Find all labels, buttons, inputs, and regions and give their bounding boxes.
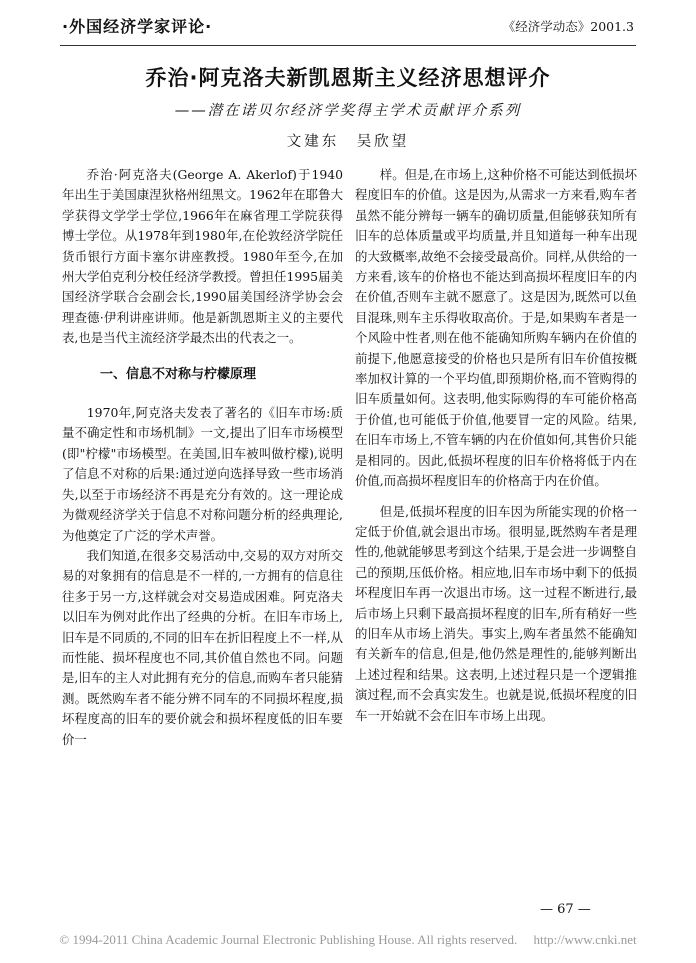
paragraph: 1970年,阿克洛夫发表了著名的《旧车市场:质量不确定性和市场机制》一文,提出了旧车市场模型(即"柠檬"市场模型。在美国,旧车被叫做柠檬),说明了信息不对称的后果:通过逆向选择导致一些市场消失,以至于市场经济不再是充分有效的。这一理论成为微观经济学关于信息不对称问题分析的经典理论,为他奠定了广泛的学术声誉。 — [62, 405, 343, 543]
copyright-notice: © 1994-2011 China Academic Journal Electronic Publishing House. All rights reserved. http://www.cnki.net — [59, 932, 637, 947]
paragraph-gap — [355, 492, 637, 502]
section-heading: 一、信息不对称与柠檬原理 — [100, 366, 257, 382]
paragraph: 样。但是,在市场上,这种价格不可能达到低损坏程度旧车的价值。这是因为,从需求一方来看,购车者虽然不能分辨每一辆车的确切质量,但能够获知所有旧车的总体质量或平均质量,并且知道每一种车出现的大致概率,故绝不会接受最高价。同样,从供给的一方来看,该车的价格也不能达到高损坏程度旧车的内在价值,否则车主就不愿意了。这是因为,既然可以鱼目混珠,则车主乐得收取高价。于是,如果购车者是一个风险中性者,则在他不能确知所购车辆内在价值的前提下,他愿意接受的价格也只是所有旧车价值按概率加权计算的一个平均值,即预期价格,而不管购得的旧车质量如何。这表明,他实际购得的车可能价格高于价值,也可能低于价值,他要冒一定的风险。结果,在旧车市场上,不管车辆的内在价值如何,其售价只能是相同的。因此,低损坏程度的旧车价格将低于内在价值,而高损坏程度旧车的价格高于内在价值。 — [355, 167, 637, 489]
header-rule — [60, 45, 636, 46]
column-label: ·外国经济学家评论· — [62, 17, 213, 36]
article-title: 乔治·阿克洛夫新凯恩斯主义经济思想评介 — [145, 66, 551, 90]
right-column — [355, 165, 637, 726]
journal-issue: 《经济学动态》2001.3 — [502, 19, 634, 34]
left-column — [62, 165, 343, 750]
paragraph: 乔治·阿克洛夫(George A. Akerlof)于1940年出生于美国康涅狄格州纽黑文。1962年在耶鲁大学获得文学学士学位,1966年在麻省理工学院获得博士学位。从1978年到1980年,在伦敦经济学院任货币银行方面卡塞尔讲座教授。1980年至今,在加州大学伯克利分校任经济学教授。曾担任1995届美国经济学联合会副会长,1990届美国经济学协会会理查德·伊利讲座讲师。他是新凯恩斯主义的主要代表,也是当代主流经济学最杰出的代表之一。 — [62, 167, 343, 346]
article-subtitle: ——潜在诺贝尔经济学奖得主学术贡献评介系列 — [174, 103, 522, 119]
article-authors: 文建东 吴欣望 — [286, 134, 410, 150]
paragraph: 我们知道,在很多交易活动中,交易的双方对所交易的对象拥有的信息是不一样的,一方拥有的信息往往多于另一方,这样就会对交易造成困难。阿克洛夫以旧车为例对此作出了经典的分析。在旧车市场上,旧车是不同质的,不同的旧车在折旧程度上不一样,从而性能、损坏程度也不同,其价值自然也不同。问题是,旧车的主人对此拥有充分的信息,而购车者只能猜测。既然购车者不能分辨不同车的不同损坏程度,损坏程度高的旧车的要价就会和损坏程度低的旧车要价一 — [62, 547, 343, 747]
page-number: — 67 — — [540, 902, 591, 917]
paragraph: 但是,低损坏程度的旧车因为所能实现的价格一定低于价值,就会退出市场。很明显,既然购车者是理性的,他就能够思考到这个结果,于是会进一步调整自己的预期,压低价格。相应地,旧车市场中剩下的低损坏程度旧车再一次退出市场。这一过程不断进行,最后市场上只剩下最高损坏程度的旧车,所有稍好一些的旧车从市场上消失。事实上,购车者虽然不能确知有关新车的信息,但是,他仍然是理性的,能够判断出上述过程和结果。这表明,上述过程只是一个逻辑推演过程,而不会真实发生。也就是说,低损坏程度的旧车一开始就不会在旧车市场上出现。 — [355, 503, 637, 723]
